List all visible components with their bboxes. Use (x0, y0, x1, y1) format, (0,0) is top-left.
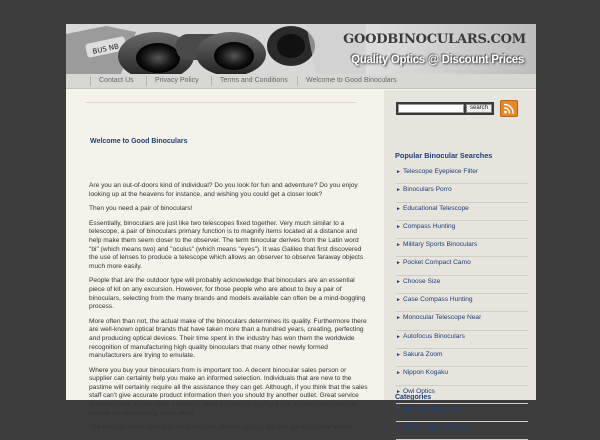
popular-searches-heading: Popular Binocular Searches (395, 151, 493, 160)
list-item[interactable] (396, 221, 528, 239)
categories-heading: Categories (395, 394, 432, 401)
popular-search-link[interactable]: Bushnell Imageview (402, 405, 462, 413)
post-paragraph: More often than not, the actual make of the binoculars determines its quality. Furthermore there are well-known optical brands that have taken more than a hundred years, creating, perfecting and producing optical devices. Their time spent in the industry has won them the worldwide recognition of manufacturing high quality binoculars that many other newly formed manufacturers are trying to emulate. (89, 317, 367, 360)
arrow-right-icon: ► (396, 187, 401, 194)
content-divider (86, 102, 356, 103)
arrow-right-icon: ► (396, 406, 401, 413)
top-nav (66, 74, 536, 89)
list-item[interactable] (396, 404, 528, 422)
list-item[interactable] (396, 239, 528, 257)
post-paragraph: People that are the outdoor type will probably acknowledge that binoculars are an essential piece of kit on any excursion. However, for those people who are about to buy a pair of binoculars, selecting from the many brands and models available can often be a mind-boggling process. (89, 277, 366, 311)
arrow-right-icon: ► (396, 242, 401, 249)
arrow-right-icon: ► (396, 169, 401, 175)
arrow-right-icon: ► (396, 425, 401, 432)
arrow-right-icon: ► (396, 370, 401, 377)
search-button[interactable]: search (466, 104, 492, 113)
list-item[interactable] (396, 367, 528, 385)
list-item[interactable] (396, 257, 528, 275)
post-body (89, 182, 369, 439)
popular-search-link[interactable]: Choose Size (402, 277, 441, 285)
nav-privacy-policy[interactable]: Privacy Policy (146, 76, 199, 86)
post-paragraph: Essentially, binoculars are just like two telescopes fixed together. Very much similar to a telescope, a pair of binoculars primary function is to magnify items located at a distance and help make them seem closer to the observer. The term binocular derives from the Latin word "bi" (which means two) and "oculus" (which means "eyes"). It was Galileo that first discovered the use of lenses to produce a telescope which allows an observer to observe faraway objects much more easily. (89, 219, 364, 270)
post-paragraph: Where you buy your binoculars from is important too. A decent binocular sales person or supplier can certainly help you make an informed selection. Individuals that are new to the pastime will certainly require all the assistance they can get. Although, if you think that the sales staff can't give accurate product information then you should try another outlet. Great service shouldn't have to cost extra. However, when it comes to buying a pair of binoculars never let cost be the determining factor either. (89, 366, 368, 417)
post-paragraph: The web has many sites that sell binoculars. Before you buy the first pair you come across, (89, 424, 355, 432)
popular-search-link[interactable]: Nippon Kogaku (402, 369, 449, 377)
rss-feed-icon[interactable] (500, 100, 518, 117)
popular-search-link[interactable]: Case Compass Hunting (402, 296, 473, 304)
popular-search-link[interactable]: Military Sports Binoculars (402, 241, 478, 249)
arrow-right-icon: ► (396, 205, 401, 212)
popular-search-link[interactable]: Monocular Telescope Near (402, 314, 482, 322)
arrow-right-icon: ► (396, 223, 401, 230)
arrow-right-icon: ► (396, 278, 401, 285)
post-paragraph: Are you an out-of-doors kind of individual? Do you look for fun and adventure? Do you enjoy looking up at the heavens for instance, and wishing you could get a closer look? (89, 182, 358, 198)
post-paragraph: Then you need a pair of binoculars! (89, 205, 193, 213)
popular-search-link[interactable]: Sakura Zoom (402, 350, 443, 358)
popular-search-link[interactable]: Telescope Eyepiece Filter (402, 168, 479, 175)
post-title[interactable]: Welcome to Good Binoculars (90, 138, 188, 145)
arrow-right-icon: ► (396, 315, 401, 322)
list-item[interactable] (396, 294, 528, 312)
search-input[interactable] (398, 104, 464, 113)
list-item[interactable] (396, 349, 528, 367)
list-item[interactable] (396, 166, 528, 184)
search-form (396, 102, 494, 115)
arrow-right-icon: ► (396, 333, 401, 340)
popular-search-link[interactable]: Autofocus Binoculars (402, 332, 465, 340)
list-item[interactable] (396, 312, 528, 330)
list-item[interactable] (396, 422, 528, 440)
site-title[interactable]: GOODBINOCULARS.COM (343, 32, 526, 47)
popular-search-link[interactable]: Pocket Compact Camo (402, 259, 471, 267)
popular-search-link[interactable]: Compass Hunting (402, 222, 456, 230)
list-item[interactable] (396, 276, 528, 294)
popular-search-link[interactable]: Brilliant Opera Glasses (402, 424, 471, 432)
nav-welcome[interactable]: Welcome to Good Binoculars (297, 76, 397, 86)
svg-text:BUS NB: BUS NB (91, 42, 120, 56)
arrow-right-icon: ► (396, 260, 401, 267)
popular-search-link[interactable]: Binoculars Porro (402, 186, 452, 194)
popular-search-link[interactable]: Educational Telescope (402, 204, 469, 212)
nav-contact-us[interactable]: Contact Us (90, 76, 134, 86)
site-tagline: Quality Optics @ Discount Prices (351, 54, 524, 66)
list-item[interactable] (396, 331, 528, 349)
main-content (66, 90, 384, 432)
arrow-right-icon: ► (396, 388, 401, 395)
list-item[interactable] (396, 184, 528, 202)
binoculars-banner-image (66, 24, 366, 74)
site-header (66, 24, 536, 74)
arrow-right-icon: ► (396, 351, 401, 358)
sidebar (384, 90, 536, 432)
arrow-right-icon: ► (396, 297, 401, 304)
popular-search-link[interactable]: Owl Optics (402, 387, 435, 395)
list-item[interactable] (396, 203, 528, 221)
page-wrapper (66, 24, 536, 432)
nav-terms-and-conditions[interactable]: Terms and Conditions (211, 76, 288, 86)
